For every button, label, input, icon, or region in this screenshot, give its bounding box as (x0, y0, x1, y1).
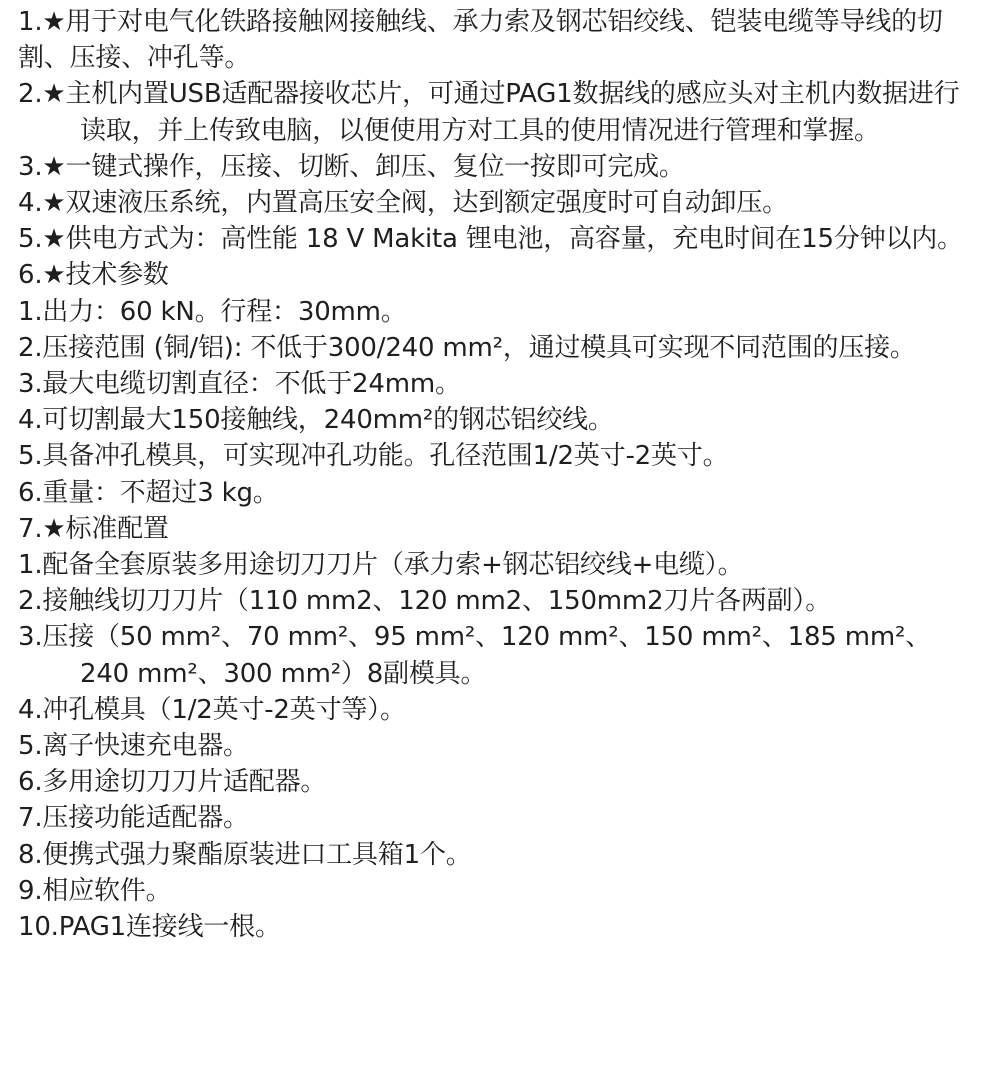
param-3-max-cut-diameter: 3.最大电缆切割直径：不低于24mm。 (18, 369, 461, 400)
config-9-software: 9.相应软件。 (18, 875, 172, 906)
config-1-multi-blades: 1.配备全套原装多用途切刀刀片（承力索+钢芯铝绞线+电缆）。 (18, 550, 744, 581)
config-5-charger: 5.离子快速充电器。 (18, 731, 249, 762)
item-1-application: 1.★用于对电气化铁路接触网接触线、承力索及钢芯铝绞线、铠装电缆等导线的切割、压接、冲孔等。 (18, 7, 943, 74)
item-3-one-key-operation: 3.★一键式操作，压接、切断、卸压、复位一按即可完成。 (18, 151, 685, 182)
param-2-crimp-range: 2.压接范围 (铜/铝): 不低于300/240 mm²，通过模具可实现不同范围的压接。 (18, 332, 916, 363)
config-4-punch-die: 4.冲孔模具（1/2英寸-2英寸等）。 (18, 694, 406, 725)
item-2-usb-adapter: 2.★主机内置USB适配器接收芯片，可通过PAG1数据线的感应头对主机内数据进行读取，并上传致电脑，以便使用方对工具的使用情况进行管理和掌握。 (18, 79, 960, 146)
item-5-power-supply: 5.★供电方式为：高性能 18 V Makita 锂电池，高容量，充电时间在15分钟以内。 (18, 224, 963, 255)
param-4-cut-capacity: 4.可切割最大150接触线，240mm²的钢芯铝绞线。 (18, 405, 614, 436)
config-8-toolbox: 8.便携式强力聚酯原装进口工具箱1个。 (18, 839, 472, 870)
config-2-contact-wire-blades: 2.接触线切刀刀片（110 mm2、120 mm2、150mm2刀片各两副）。 (18, 586, 832, 617)
section-standard-config: 7.★标准配置 (18, 513, 169, 544)
spec-document (18, 4, 978, 945)
param-1-force-stroke: 1.出力：60 kN。行程：30mm。 (18, 296, 407, 327)
config-10-pag1-cable: 10.PAG1连接线一根。 (18, 912, 281, 943)
config-7-crimp-adapter: 7.压接功能适配器。 (18, 803, 249, 834)
param-6-weight: 6.重量：不超过3 kg。 (18, 477, 279, 508)
item-4-hydraulic-system: 4.★双速液压系统，内置高压安全阀，达到额定强度时可自动卸压。 (18, 188, 788, 219)
section-technical-parameters: 6.★技术参数 (18, 260, 169, 291)
param-5-punch-die: 5.具备冲孔模具，可实现冲孔功能。孔径范围1/2英寸-2英寸。 (18, 441, 729, 472)
config-6-blade-adapter: 6.多用途切刀刀片适配器。 (18, 767, 327, 798)
config-3-crimp-dies: 3.压接（50 mm²、70 mm²、95 mm²、120 mm²、150 mm²、185 mm²、240 mm²、300 mm²）8副模具。 (18, 622, 931, 689)
